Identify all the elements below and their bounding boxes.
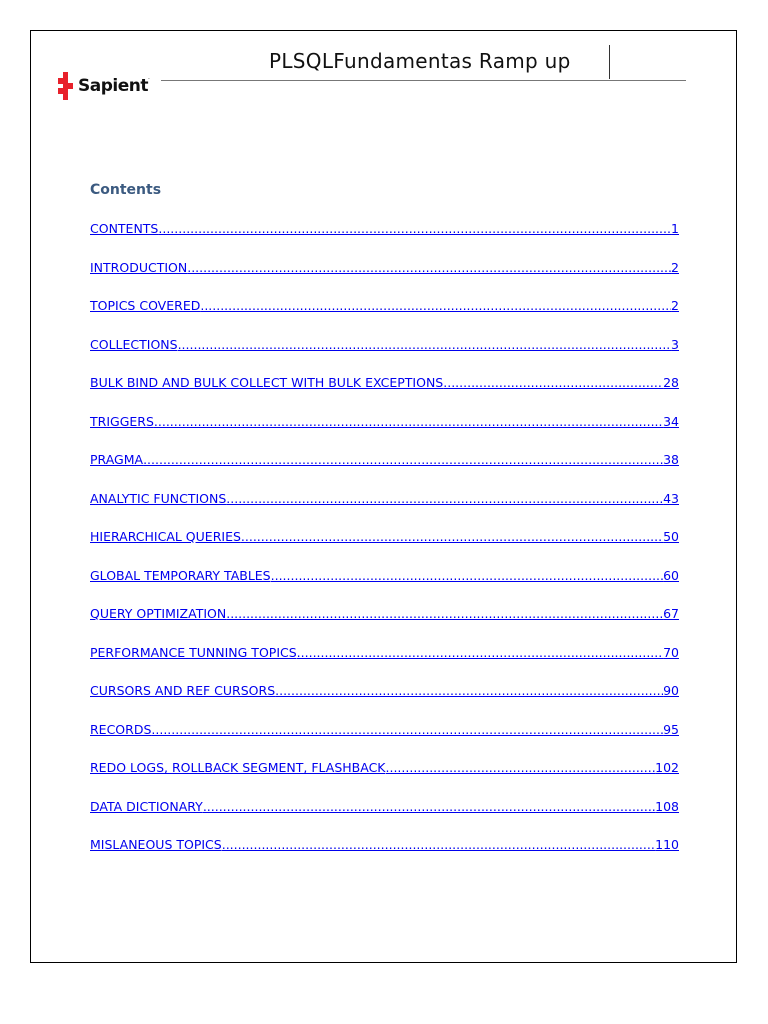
toc-entry-page: 70: [663, 644, 679, 660]
toc-entry-page: 43: [663, 490, 679, 506]
toc-entry-page: 67: [663, 606, 679, 621]
contents-heading: Contents: [90, 182, 162, 198]
toc-item: [90, 260, 679, 299]
table-of-contents: [90, 221, 679, 876]
toc-item: [90, 221, 679, 260]
toc-leader-dots: [158, 221, 671, 236]
toc-entry-label: TRIGGERS: [90, 413, 154, 429]
toc-item: [90, 837, 679, 876]
toc-leader-dots: [226, 606, 663, 621]
toc-leader-dots: [297, 645, 663, 660]
header-divider: [609, 45, 610, 79]
toc-link[interactable]: [90, 414, 679, 429]
toc-link[interactable]: [90, 452, 679, 467]
toc-entry-page: 28: [663, 375, 679, 390]
toc-entry-page: 102: [655, 760, 679, 775]
toc-item: [90, 645, 679, 684]
toc-entry-page: 34: [663, 413, 679, 429]
toc-item: [90, 452, 679, 491]
toc-leader-dots: [275, 683, 663, 698]
sapient-logo: [58, 70, 149, 102]
toc-entry-page: 95: [663, 721, 679, 737]
toc-entry-page: 90: [663, 683, 679, 698]
toc-entry-label: GLOBAL TEMPORARY TABLES: [90, 567, 271, 583]
logo-wordmark: Sapient·: [78, 76, 150, 96]
toc-item: [90, 529, 679, 568]
toc-leader-dots: [226, 491, 663, 506]
toc-item: [90, 799, 679, 838]
toc-link[interactable]: [90, 337, 679, 352]
toc-entry-label: PERFORMANCE TUNNING TOPICS: [90, 644, 297, 660]
toc-item: [90, 683, 679, 722]
toc-link[interactable]: [90, 375, 679, 390]
toc-entry-page: 2: [671, 298, 679, 313]
toc-leader-dots: [241, 529, 663, 544]
document-page: [30, 30, 737, 963]
toc-entry-page: 1: [671, 221, 679, 236]
toc-link[interactable]: [90, 837, 679, 852]
toc-item: [90, 722, 679, 761]
toc-entry-label: DATA DICTIONARY: [90, 798, 203, 814]
header-rule: [161, 80, 686, 81]
toc-link[interactable]: [90, 799, 679, 814]
toc-leader-dots: [386, 760, 656, 775]
toc-link[interactable]: [90, 260, 679, 275]
toc-leader-dots: [143, 452, 663, 467]
toc-entry-label: CONTENTS: [90, 221, 159, 236]
toc-leader-dots: [443, 375, 663, 390]
toc-leader-dots: [151, 722, 663, 737]
sapient-logo-icon: [58, 72, 74, 100]
toc-item: [90, 298, 679, 337]
toc-item: [90, 414, 679, 453]
toc-entry-page: 38: [663, 452, 679, 467]
toc-entry-label: REDO LOGS, ROLLBACK SEGMENT, FLASHBACK: [90, 760, 386, 775]
toc-link[interactable]: [90, 760, 679, 775]
toc-link[interactable]: [90, 645, 679, 660]
toc-entry-label: COLLECTIONS: [90, 336, 178, 352]
toc-item: [90, 337, 679, 376]
toc-entry-page: 108: [655, 798, 679, 814]
toc-entry-page: 110: [655, 837, 679, 852]
toc-link[interactable]: [90, 722, 679, 737]
document-title: PLSQLFundamentas Ramp up: [269, 49, 571, 73]
toc-leader-dots: [203, 799, 655, 814]
toc-entry-label: QUERY OPTIMIZATION: [90, 606, 227, 621]
toc-entry-label: CURSORS AND REF CURSORS: [90, 683, 276, 698]
toc-leader-dots: [154, 414, 663, 429]
toc-entry-page: 60: [663, 567, 679, 583]
toc-item: [90, 568, 679, 607]
toc-entry-label: PRAGMA: [90, 452, 144, 467]
toc-item: [90, 760, 679, 799]
toc-item: [90, 606, 679, 645]
toc-entry-page: 3: [671, 336, 679, 352]
toc-entry-label: HIERARCHICAL QUERIES: [90, 529, 241, 544]
toc-leader-dots: [187, 260, 671, 275]
toc-entry-page: 50: [663, 529, 679, 544]
toc-entry-label: ANALYTIC FUNCTIONS: [90, 490, 227, 506]
toc-leader-dots: [200, 298, 671, 313]
toc-leader-dots: [178, 337, 671, 352]
toc-item: [90, 491, 679, 530]
toc-link[interactable]: [90, 491, 679, 506]
toc-link[interactable]: [90, 529, 679, 544]
toc-entry-label: BULK BIND AND BULK COLLECT WITH BULK EXCEPTIONS: [90, 375, 444, 390]
toc-entry-label: RECORDS: [90, 721, 152, 737]
toc-entry-page: 2: [671, 259, 679, 275]
toc-entry-label: INTRODUCTION: [90, 259, 188, 275]
toc-entry-label: MISLANEOUS TOPICS: [90, 837, 222, 852]
toc-link[interactable]: [90, 298, 679, 313]
toc-link[interactable]: [90, 568, 679, 583]
toc-leader-dots: [271, 568, 663, 583]
toc-link[interactable]: [90, 683, 679, 698]
toc-link[interactable]: [90, 606, 679, 621]
toc-entry-label: TOPICS COVERED: [90, 298, 201, 313]
toc-link[interactable]: [90, 221, 679, 236]
toc-item: [90, 375, 679, 414]
toc-leader-dots: [222, 837, 655, 852]
